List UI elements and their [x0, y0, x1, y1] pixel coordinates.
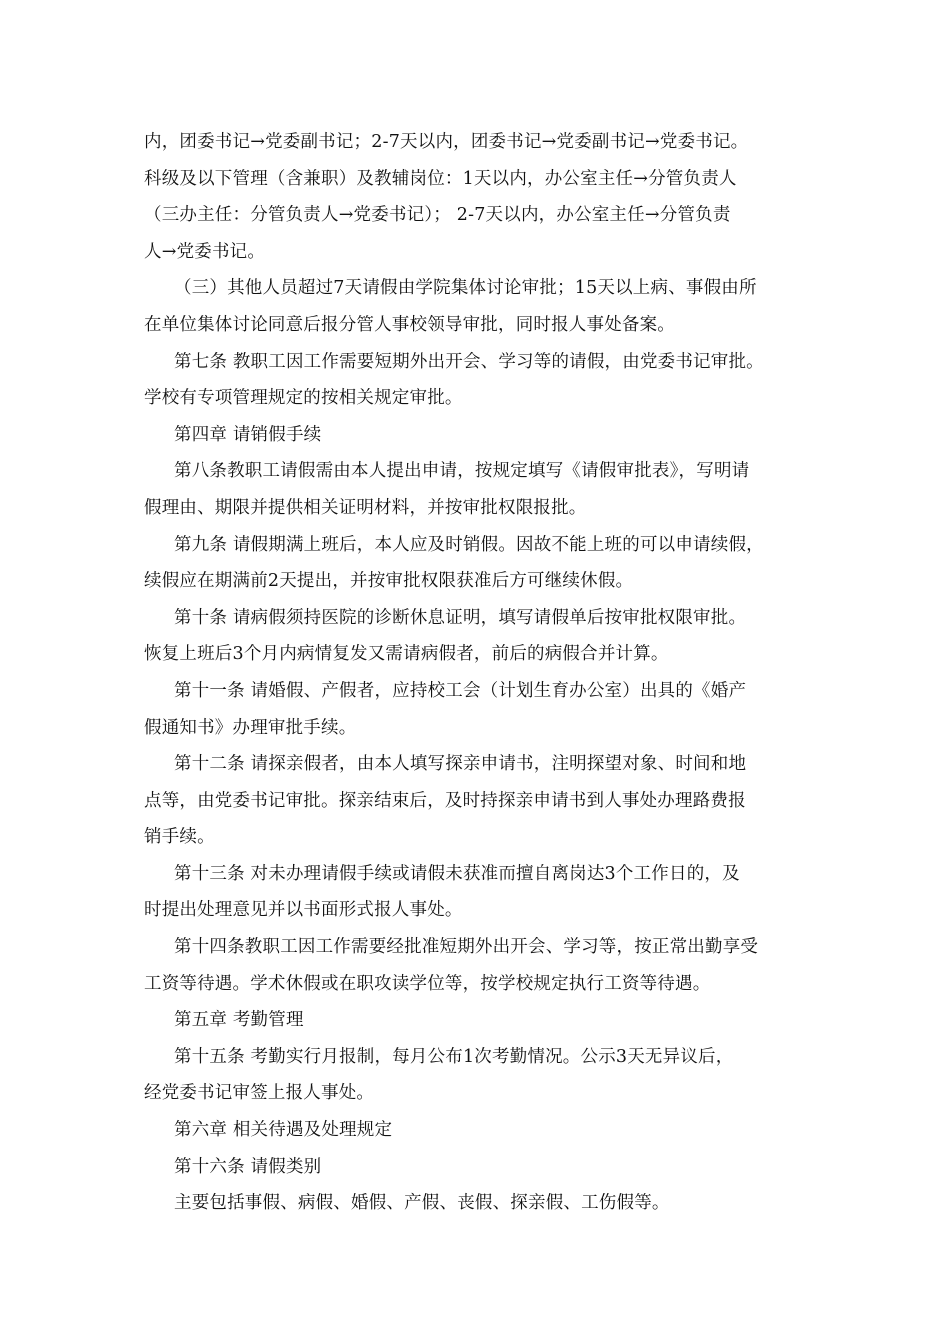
- text-line: 第六章 相关待遇及处理规定: [174, 1120, 393, 1141]
- text-line: 第七条 教职工因工作需要短期外出开会、学习等的请假，由党委书记审批。: [174, 351, 764, 372]
- text-line: 在单位集体讨论同意后报分管人事校领导审批，同时报人事处备案。: [144, 314, 675, 335]
- text-line: 工资等待遇。学术休假或在职攻读学位等，按学校规定执行工资等待遇。: [144, 973, 711, 994]
- text-line: （三）其他人员超过7天请假由学院集体讨论审批；15天以上病、事假由所: [174, 278, 757, 299]
- text-line: 假通知书》办理审批手续。: [144, 717, 357, 738]
- text-line: 内，团委书记→党委副书记；2-7天以内，团委书记→党委副书记→党委书记。: [144, 132, 749, 152]
- text-line: 续假应在期满前2天提出，并按审批权限获准后方可继续休假。: [144, 571, 634, 592]
- text-line: 假理由、期限并提供相关证明材料，并按审批权限报批。: [144, 497, 587, 518]
- text-line: 第四章 请销假手续: [174, 424, 322, 445]
- text-line: 科级及以下管理（含兼职）及教辅岗位：1天以内，办公室主任→分管负责人: [144, 168, 737, 189]
- text-line: 主要包括事假、病假、婚假、产假、丧假、探亲假、工伤假等。: [174, 1193, 670, 1214]
- text-line: 恢复上班后3个月内病情复发又需请病假者，前后的病假合并计算。: [144, 644, 669, 665]
- text-line: 学校有专项管理规定的按相关规定审批。: [144, 388, 463, 409]
- text-line: 时提出处理意见并以书面形式报人事处。: [144, 900, 463, 921]
- text-line: 第十二条 请探亲假者，由本人填写探亲申请书，注明探望对象、时间和地: [174, 754, 747, 775]
- text-line: 经党委书记审签上报人事处。: [144, 1083, 375, 1104]
- text-line: 第十一条 请婚假、产假者，应持校工会（计划生育办公室）出具的《婚产: [174, 680, 747, 701]
- document-body: [144, 124, 814, 1222]
- text-line: （三办主任：分管负责人→党委书记）； 2-7天以内，办公室主任→分管负责: [144, 205, 731, 226]
- text-line: 第十五条 考勤实行月报制，每月公布1次考勤情况。公示3天无异议后，: [174, 1046, 734, 1067]
- text-line: 第十四条教职工因工作需要经批准短期外出开会、学习等，按正常出勤享受: [174, 937, 759, 958]
- text-line: 人→党委书记。: [144, 241, 266, 262]
- text-line: 销手续。: [144, 827, 215, 848]
- text-line: 第九条 请假期满上班后，本人应及时销假。因故不能上班的可以申请续假，: [174, 534, 764, 555]
- text-line: 第十六条 请假类别: [174, 1156, 322, 1177]
- text-line: 第五章 考勤管理: [174, 1010, 304, 1031]
- text-line: 第八条教职工请假需由本人提出申请，按规定填写《请假审批表》，写明请: [174, 461, 750, 482]
- text-line: 第十条 请病假须持医院的诊断休息证明，填写请假单后按审批权限审批。: [174, 607, 747, 628]
- text-line: 第十三条 对未办理请假手续或请假未获准而擅自离岗达3个工作日的，及: [174, 863, 740, 884]
- text-line: 点等，由党委书记审批。探亲结束后，及时持探亲申请书到人事处办理路费报: [144, 790, 746, 811]
